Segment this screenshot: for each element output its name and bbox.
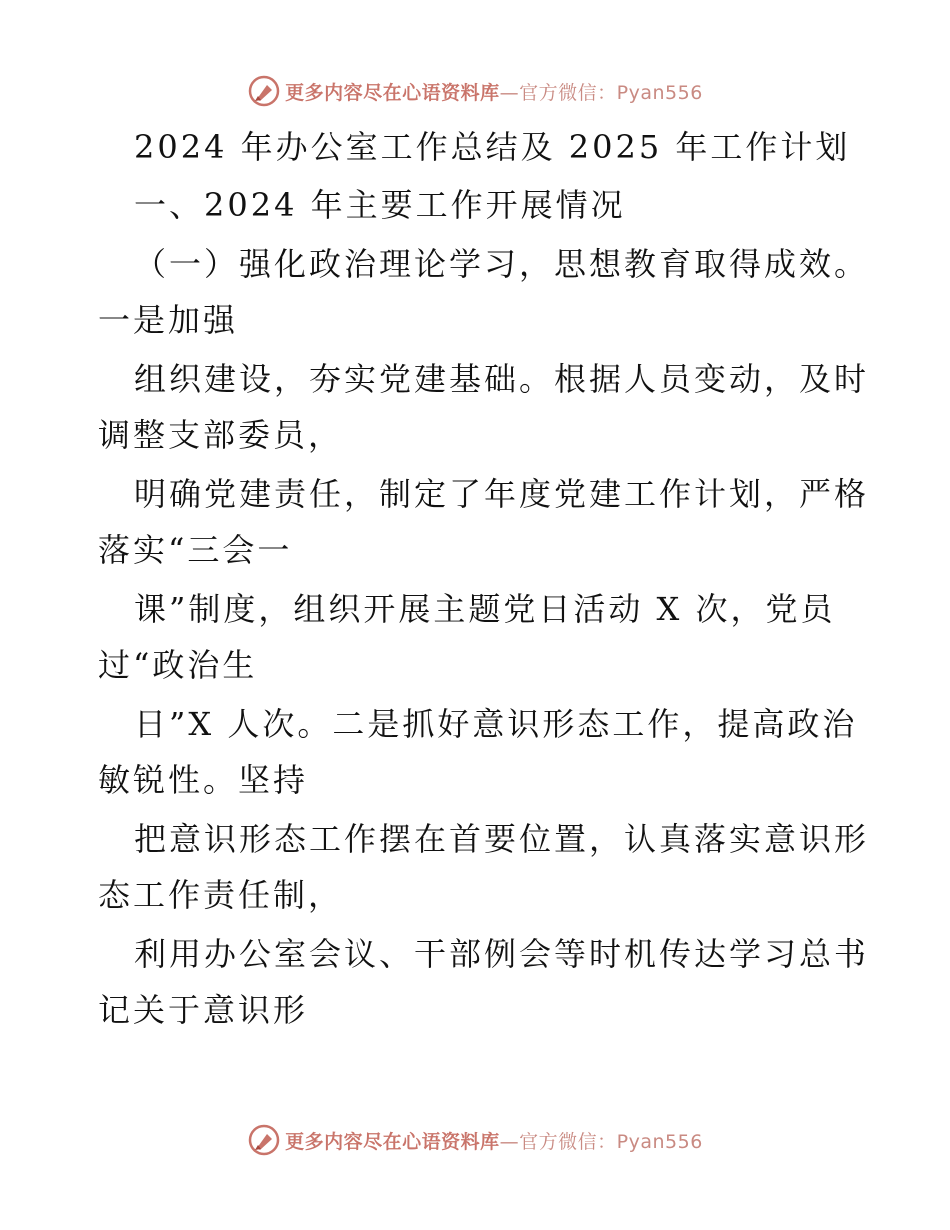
subsection-heading: （一）强化政治理论学习，思想教育取得成效。 xyxy=(134,245,870,283)
paragraph-line: 记关于意识形 xyxy=(98,991,309,1029)
paragraph-line: 利用办公室会议、干部例会等时机传达学习总书 xyxy=(134,935,870,973)
paragraph-line: 组织建设，夯实党建基础。根据人员变动，及时 xyxy=(134,360,870,398)
pen-nib-circle-icon xyxy=(247,1123,281,1157)
paragraph-line: 落实“三会一 xyxy=(98,531,293,569)
watermark-text xyxy=(285,78,703,105)
pen-nib-circle-icon xyxy=(247,74,281,108)
watermark-brand: 更多内容尽在心语资料库 xyxy=(285,1130,500,1153)
paragraph-line: 一是加强 xyxy=(98,301,239,339)
header-watermark xyxy=(0,71,950,111)
paragraph-line: 明确党建责任，制定了年度党建工作计划，严格 xyxy=(134,475,870,513)
watermark-text xyxy=(285,1127,703,1154)
paragraph-line: 把意识形态工作摆在首要位置，认真落实意识形 xyxy=(134,820,870,858)
watermark-brand: 更多内容尽在心语资料库 xyxy=(285,81,500,104)
paragraph-line: 日”X 人次。二是抓好意识形态工作，提高政治 xyxy=(134,705,858,743)
footer-watermark xyxy=(0,1120,950,1160)
paragraph-line: 课”制度，组织开展主题党日活动 X 次，党员 xyxy=(134,590,836,628)
watermark-contact: —官方微信：Pyan556 xyxy=(499,81,703,104)
watermark-contact: —官方微信：Pyan556 xyxy=(499,1130,703,1153)
paragraph-line: 敏锐性。坚持 xyxy=(98,761,309,799)
paragraph-line: 过“政治生 xyxy=(98,646,258,684)
paragraph-line: 态工作责任制， xyxy=(98,876,344,914)
section-heading: 一、2024 年主要工作开展情况 xyxy=(134,186,626,224)
paragraph-line: 调整支部委员， xyxy=(98,416,344,454)
document-title: 2024 年办公室工作总结及 2025 年工作计划 xyxy=(134,128,851,166)
